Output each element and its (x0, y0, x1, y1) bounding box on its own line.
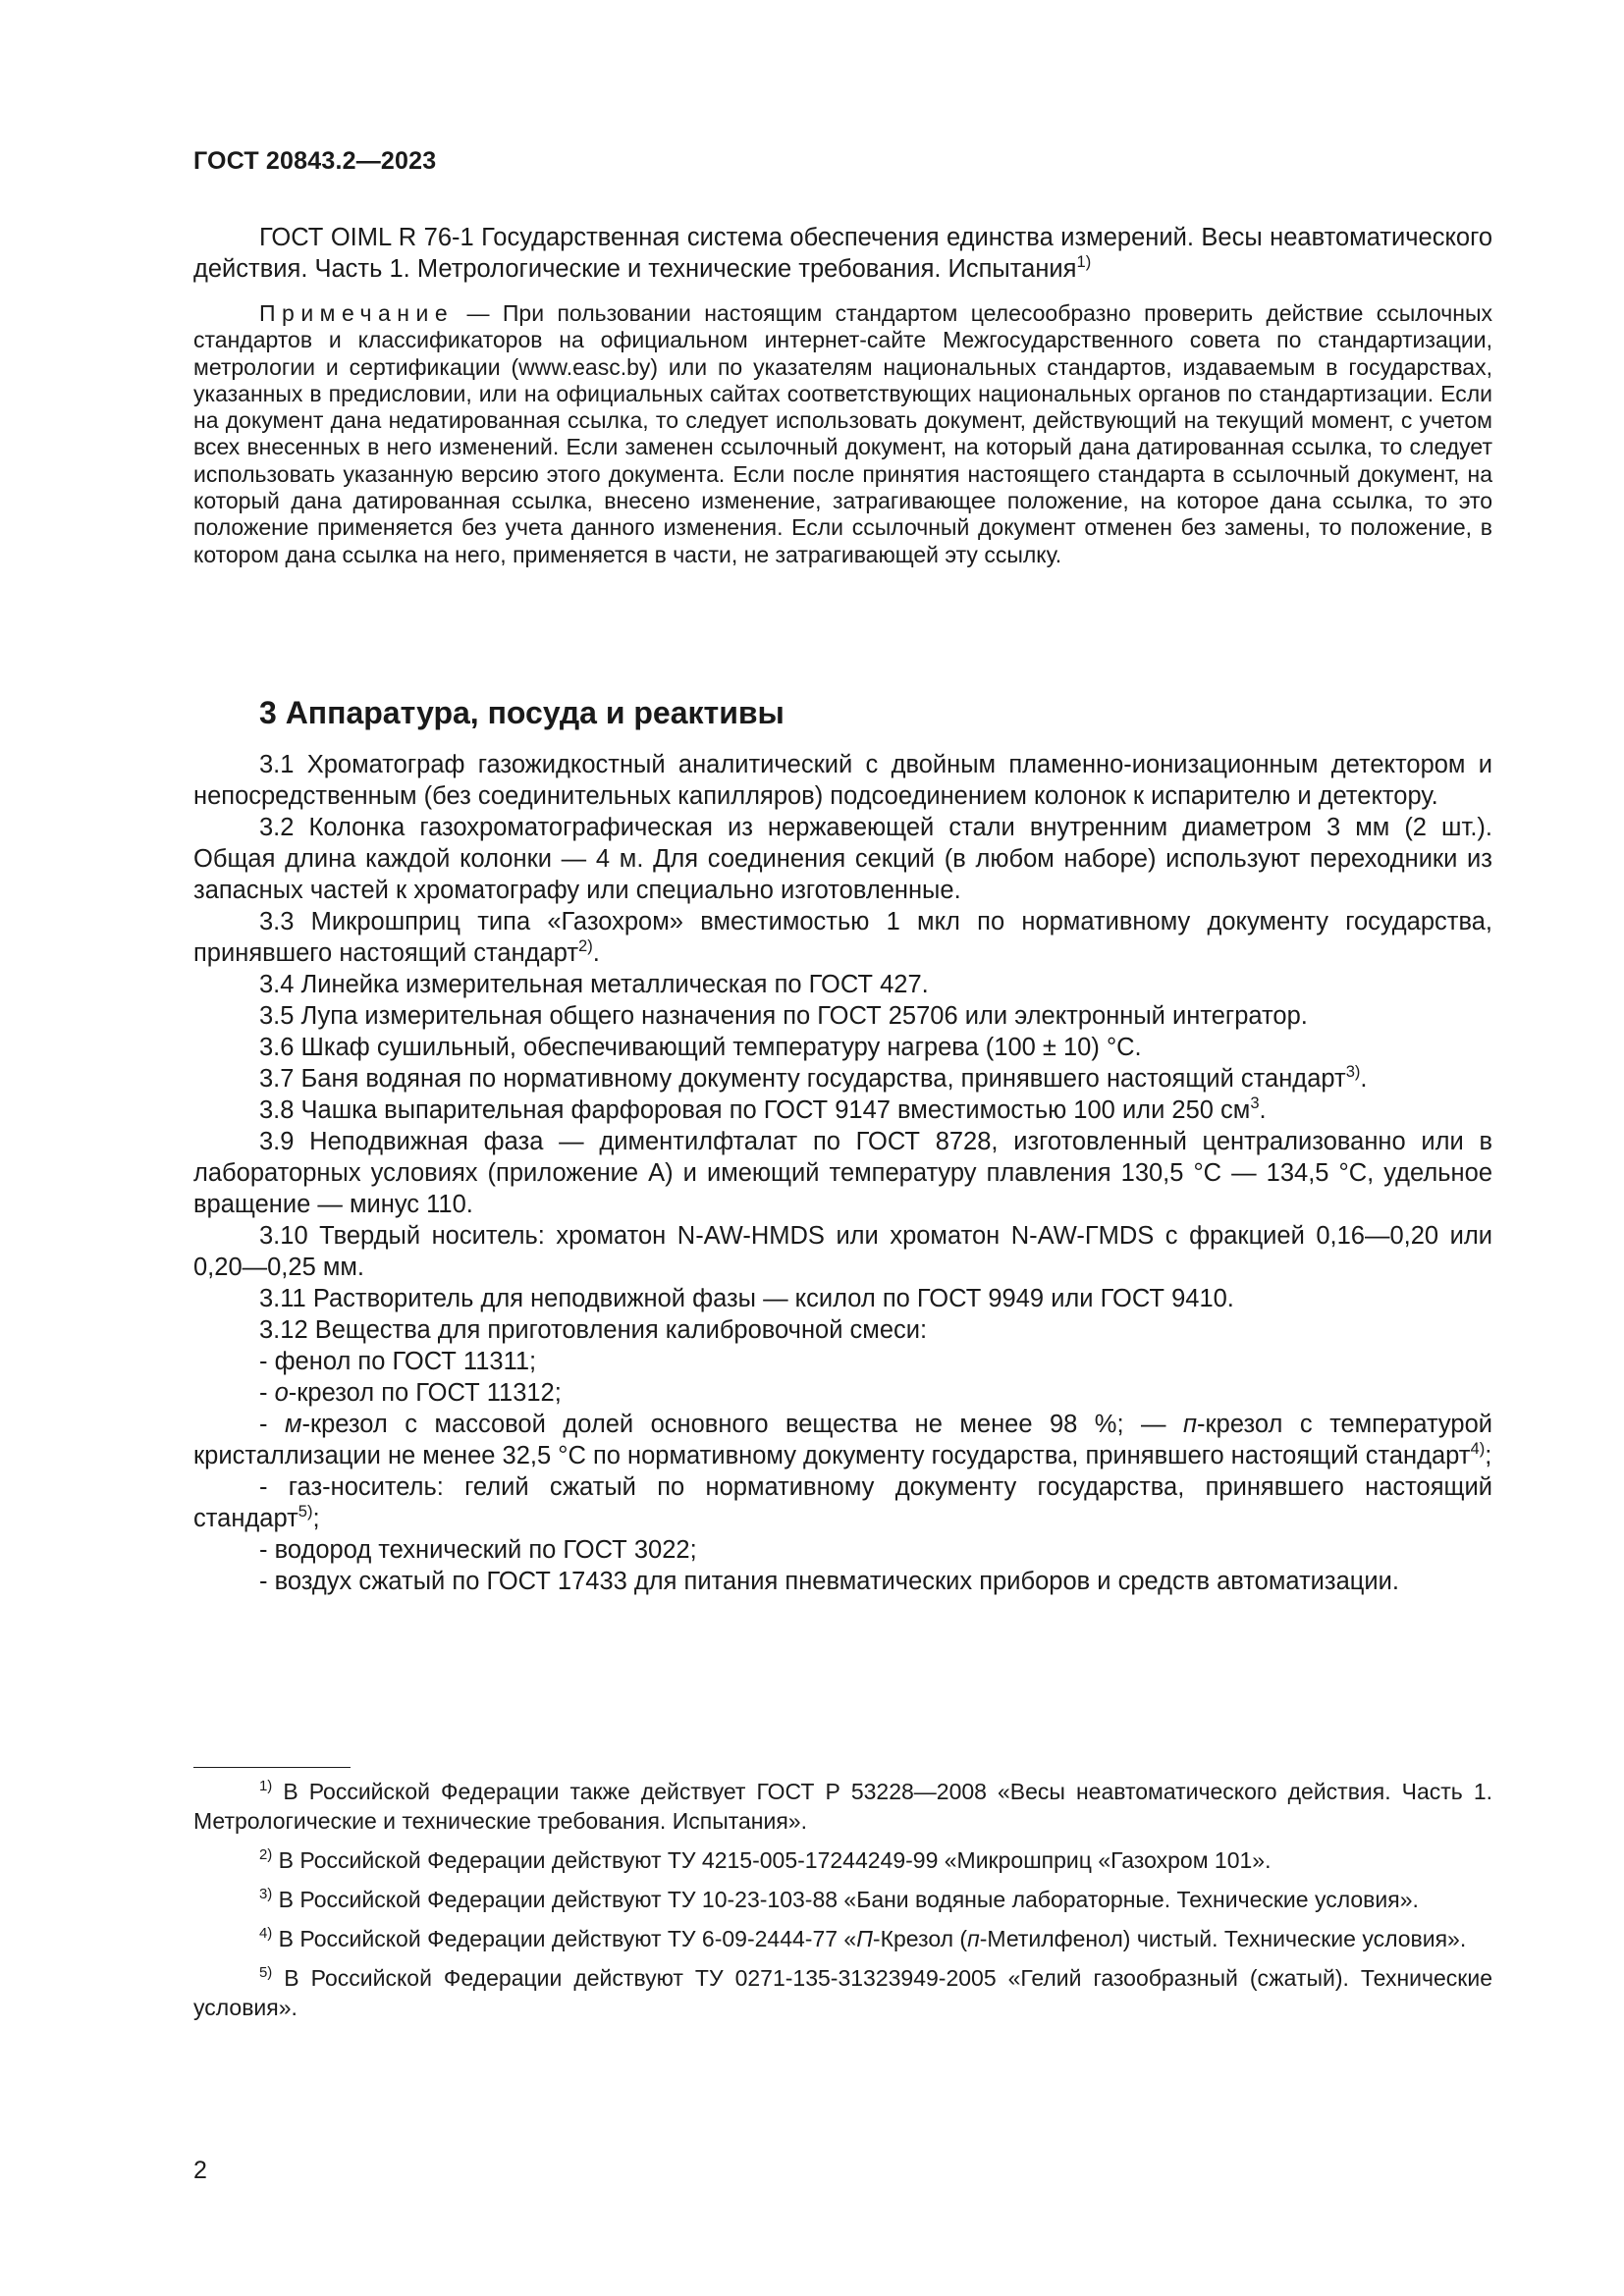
footnote-1: $^{1)}$ В Российской Федерации также действует ГОСТ Р 53228—2008 «Весы неавтоматического действия. Часть 1. Метрологические и технические требования. Испытания». (193, 1778, 1492, 1834)
section-body (193, 749, 1492, 1597)
clause-3-3: 3.3 Микрошприц типа «Газохром» вместимостью 1 мкл по нормативному документу государства, принявшего настоящий стандарт$^{2)}$. (193, 908, 1492, 967)
clause-3-12: 3.12 Вещества для приготовления калибровочной смеси: (259, 1316, 928, 1344)
list-item: - м-крезол с массовой долей основного вещества не менее 98 %; — п-крезол с температурой кристаллизации не менее 32,5 °С по нормативному документу государства, принявшего настоящий стандарт$^{4)}$; (193, 1411, 1492, 1469)
clause-3-7: 3.7 Баня водяная по нормативному документу государства, принявшего настоящий стандарт$^{3)}$. (259, 1062, 1368, 1093)
footnote-ref[interactable]: 1) (1076, 252, 1092, 272)
clause-3-9: 3.9 Неподвижная фаза — диментилфталат по ГОСТ 8728, изготовленный централизованно или в лабораторных условиях (приложение А) и имеющий температуру плавления 130,5 °С — 134,5 °С, удельное вращение — минус 110. (193, 1128, 1492, 1218)
footnote-3: $^{3)}$ В Российской Федерации действуют ТУ 10-23-103-88 «Бани водяные лабораторные. Технические условия». (259, 1886, 1419, 1912)
list-item: - фенол по ГОСТ 11311; (259, 1348, 537, 1375)
superscript-unit: 3 (1250, 1094, 1260, 1113)
note-paragraph: Примечание — При пользовании настоящим стандартом целесообразно проверить действие ссылочных стандартов и классификаторов на официальном интернет-сайте Межгосударственного совета по стандартизации, метрологии и сертификации (www.easc.by) или по указателям национальных стандартов, издаваемым в государствах, указанных в предисловии, или на официальных сайтах соответствующих национальных органов по стандартизации. Если на документ дана недатированная ссылка, то следует использовать документ, действующий на текущий момент, с учетом всех внесенных в него изменений. Если заменен ссылочный документ, на который дана датированная ссылка, то следует использовать указанную версию этого документа. Если после принятия настоящего стандарта в ссылочный документ, на который дана датированная ссылка, внесено изменение, затрагивающее положение, на которое дана ссылка, то это положение применяется без учета данного изменения. Если ссылочный документ отменен без замены, то положение, в котором дана ссылка на него, применяется в части, не затрагивающей эту ссылку. (193, 300, 1492, 567)
list-item: - о-крезол по ГОСТ 11312; (259, 1379, 562, 1407)
footnote-divider (193, 1767, 351, 1768)
clause-3-4: 3.4 Линейка измерительная металлическая по ГОСТ 427. (259, 971, 929, 998)
list-item: - воздух сжатый по ГОСТ 17433 для питания пневматических приборов и средств автоматизации. (259, 1568, 1399, 1595)
footnote-ref[interactable]: 4) (1470, 1439, 1486, 1459)
clause-3-6: 3.6 Шкаф сушильный, обеспечивающий температуру нагрева (100 ± 10) °С. (259, 1034, 1142, 1061)
clause-3-10: 3.10 Твердый носитель: хроматон N-AW-HMDS или хроматон N-AW-ГMDS с фракцией 0,16—0,20 или 0,20—0,25 мм. (193, 1222, 1492, 1281)
list-item: - водород технический по ГОСТ 3022; (259, 1536, 697, 1564)
footnote-ref[interactable]: 5) (298, 1502, 313, 1522)
normative-references (193, 222, 1492, 568)
note-label: Примечание (259, 300, 455, 326)
clause-3-11: 3.11 Растворитель для неподвижной фазы — ксилол по ГОСТ 9949 или ГОСТ 9410. (259, 1285, 1234, 1312)
section-title: 3 Аппаратура, посуда и реактивы (259, 695, 785, 730)
list-item: - газ-носитель: гелий сжатый по нормативному документу государства, принявшего настоящий стандарт$^{5)}$; (193, 1473, 1492, 1532)
clause-3-8: 3.8 Чашка выпарительная фарфоровая по ГОСТ 9147 вместимостью 100 или 250 $см^3$. (259, 1094, 1267, 1124)
footnote-5: $^{5)}$ В Российской Федерации действуют ТУ 0271-135-31323949-2005 «Гелий газообразный (сжатый). Технические условия». (193, 1964, 1492, 2020)
footnotes (193, 1777, 1492, 2032)
footnote-2: $^{2)}$ В Российской Федерации действуют ТУ 4215-005-17244249-99 «Микрошприц «Газохром 101». (259, 1846, 1272, 1873)
clause-3-1: 3.1 Хроматограф газожидкостный аналитический с двойным пламенно-ионизационным детектором и непосредственным (без соединительных капилляров) подсоединением колонок к испарителю и детектору. (193, 751, 1492, 810)
footnote-ref[interactable]: 3) (1345, 1062, 1361, 1082)
footnote-4: $^{4)}$ В Российской Федерации действуют ТУ 6-09-2444-77 «П-Крезол (п-Метилфенол) чистый. Технические условия». (259, 1925, 1467, 1951)
footnote-ref[interactable]: 2) (578, 936, 593, 956)
page-number: 2 (193, 2157, 207, 2184)
clause-3-2: 3.2 Колонка газохроматографическая из нержавеющей стали внутренним диаметром 3 мм (2 шт.). Общая длина каждой колонки — 4 м. Для соединения секций (в любом наборе) используют переходники из запасных частей к хроматографу или специально изготовленные. (193, 814, 1492, 904)
clause-3-5: 3.5 Лупа измерительная общего назначения по ГОСТ 25706 или электронный интегратор. (259, 1002, 1308, 1030)
standard-id: ГОСТ 20843.2—2023 (193, 147, 437, 175)
reference-entry: ГОСТ OIML R 76-1 Государственная система обеспечения единства измерений. Весы неавтоматического действия. Часть 1. Метрологические и технические требования. Испытания$^{1)}$ (193, 224, 1492, 283)
